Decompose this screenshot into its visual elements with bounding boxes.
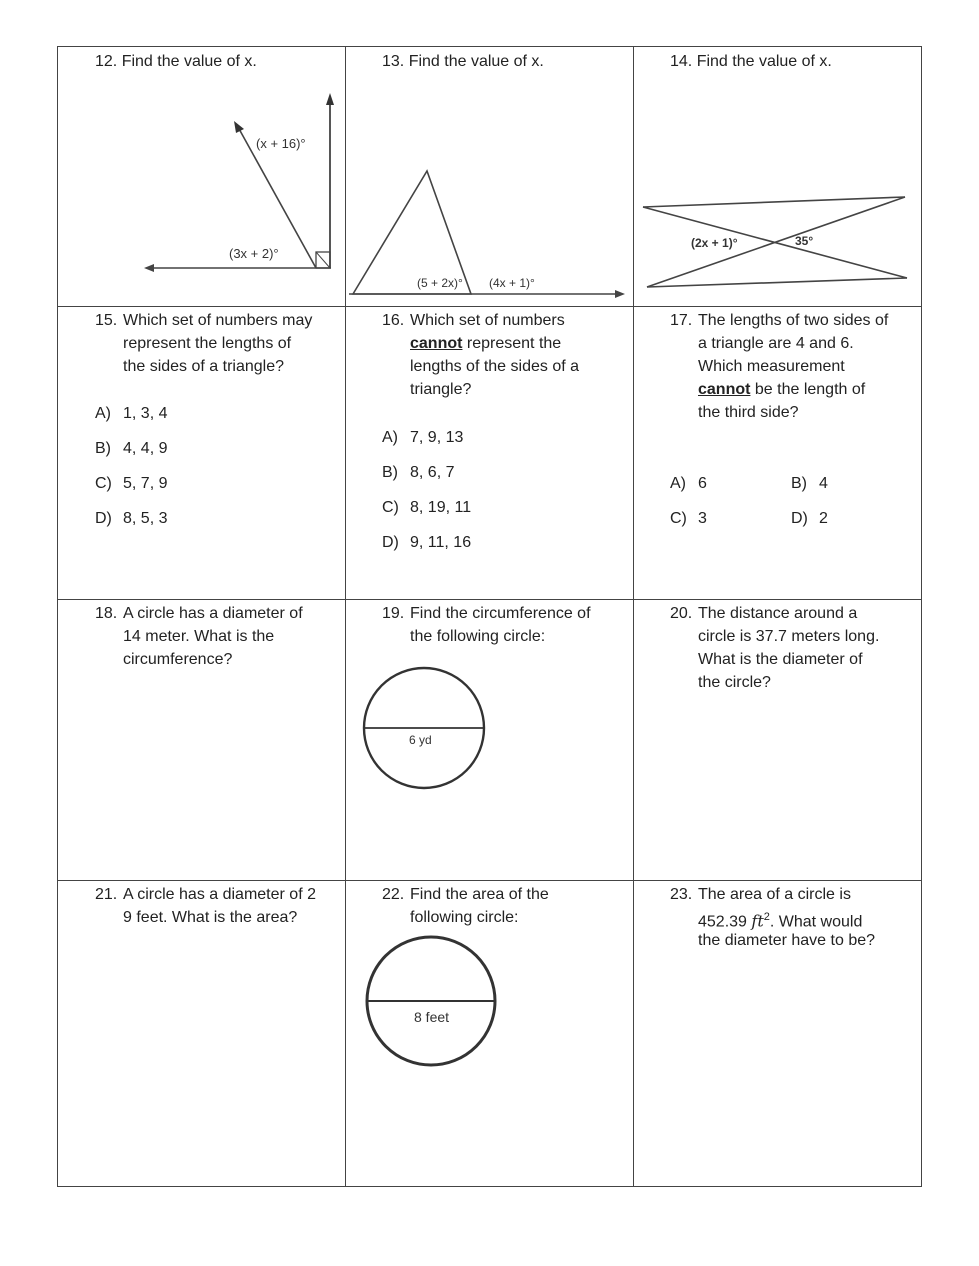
- option-a-value: 6: [698, 475, 707, 492]
- problem-22-line-2: following circle:: [410, 909, 519, 926]
- problem-20-line-1: The distance around a: [698, 605, 858, 622]
- problem-16-line-1: Which set of numbers: [410, 312, 565, 329]
- problem-17-line-4: [698, 378, 865, 401]
- problem-18: [58, 599, 345, 880]
- option-a-letter: A): [95, 405, 111, 422]
- problem-17-number: 17.: [670, 312, 693, 329]
- angle-label-left: (5 + 2x)°: [417, 276, 463, 290]
- problem-16-line-2: [410, 332, 561, 355]
- angle-label-top: (x + 16)°: [256, 136, 306, 151]
- problem-19-line-1: Find the circumference of: [410, 605, 591, 622]
- problem-16: [345, 306, 633, 599]
- angle-label-bottom: (3x + 2)°: [229, 246, 279, 261]
- problem-19-number: 19.: [382, 605, 405, 622]
- option-b-value: 4: [819, 475, 828, 492]
- area-value: 452.39: [698, 913, 752, 931]
- problem-18-line-3: circumference?: [123, 651, 233, 668]
- option-a-value: 7, 9, 13: [410, 429, 464, 446]
- option-d-letter: D): [791, 510, 808, 527]
- angle-label-left: (2x + 1)°: [691, 236, 738, 250]
- problem-13: [345, 47, 633, 306]
- problem-17-line-5: the third side?: [698, 404, 799, 421]
- diameter-label: 8 feet: [414, 1009, 450, 1025]
- option-c-value: 8, 19, 11: [410, 499, 472, 516]
- problem-19-line-2: the following circle:: [410, 628, 546, 645]
- area-unit: ft: [751, 911, 764, 931]
- option-d-value: 2: [819, 510, 828, 527]
- problem-17: [633, 306, 921, 599]
- problem-14-text: 14. Find the value of x.: [670, 53, 832, 70]
- problem-23: [633, 880, 921, 1186]
- circle-diagram: [345, 880, 633, 1186]
- problem-23-line-1: The area of a circle is: [698, 886, 851, 903]
- option-d-letter: D): [95, 510, 112, 527]
- problem-21: [58, 880, 345, 1186]
- option-b-value: 8, 6, 7: [410, 464, 455, 481]
- problem-18-number: 18.: [95, 605, 118, 622]
- option-c-value: 5, 7, 9: [123, 475, 168, 492]
- problem-21-line-2: 9 feet. What is the area?: [123, 909, 298, 926]
- problem-13-text: 13. Find the value of x.: [382, 53, 544, 70]
- problem-14: [633, 47, 921, 306]
- problem-16-number: 16.: [382, 312, 405, 329]
- problem-12-text: 12. Find the value of x.: [95, 53, 257, 70]
- area-unit-exponent: 2: [763, 911, 770, 923]
- problem-20: [633, 599, 921, 880]
- problem-15-line-2: represent the lengths of: [123, 335, 292, 352]
- option-c-value: 3: [698, 510, 707, 527]
- cannot-emphasis: cannot: [698, 381, 751, 398]
- problem-16-line-2-rest: represent the: [462, 335, 562, 352]
- problem-20-number: 20.: [670, 605, 693, 622]
- problem-23-number: 23.: [670, 886, 693, 903]
- option-b-letter: B): [382, 464, 398, 481]
- problem-15-number: 15.: [95, 312, 118, 329]
- problem-21-number: 21.: [95, 886, 118, 903]
- problem-15-line-1: Which set of numbers may: [123, 312, 313, 329]
- option-d-value: 9, 11, 16: [410, 534, 472, 551]
- problem-grid: [57, 46, 922, 1187]
- diameter-label: 6 yd: [409, 733, 432, 747]
- problem-20-line-2: circle is 37.7 meters long.: [698, 628, 880, 645]
- angle-label-right: (4x + 1)°: [489, 276, 535, 290]
- problem-23-line-3: the diameter have to be?: [698, 932, 876, 949]
- problem-16-line-4: triangle?: [410, 381, 472, 398]
- triangle-diagram: [345, 47, 633, 306]
- angle-diagram: [58, 47, 345, 306]
- crossing-lines-diagram: [633, 47, 921, 306]
- option-d-value: 8, 5, 3: [123, 510, 168, 527]
- problem-18-line-2: 14 meter. What is the: [123, 628, 275, 645]
- problem-17-line-4-rest: be the length of: [750, 381, 866, 398]
- problem-17-line-1: The lengths of two sides of: [698, 312, 889, 329]
- option-d-letter: D): [382, 534, 399, 551]
- problem-19: [345, 599, 633, 880]
- problem-17-line-2: a triangle are 4 and 6.: [698, 335, 854, 352]
- option-a-letter: A): [382, 429, 398, 446]
- problem-15-line-3: the sides of a triangle?: [123, 358, 284, 375]
- circle-diagram: [345, 599, 633, 880]
- cannot-emphasis: cannot: [410, 335, 463, 352]
- problem-15: [58, 306, 345, 599]
- option-c-letter: C): [95, 475, 112, 492]
- problem-20-line-3: What is the diameter of: [698, 651, 863, 668]
- problem-16-line-3: lengths of the sides of a: [410, 358, 579, 375]
- option-a-value: 1, 3, 4: [123, 405, 168, 422]
- angle-label-right: 35°: [795, 234, 814, 248]
- problem-22-line-1: Find the area of the: [410, 886, 549, 903]
- problem-17-line-3: Which measurement: [698, 358, 845, 375]
- option-b-value: 4, 4, 9: [123, 440, 168, 457]
- problem-12: [58, 47, 345, 306]
- option-b-letter: B): [95, 440, 111, 457]
- problem-20-line-4: the circle?: [698, 674, 771, 691]
- option-b-letter: B): [791, 475, 807, 492]
- option-a-letter: A): [670, 475, 686, 492]
- option-c-letter: C): [382, 499, 399, 516]
- option-c-letter: C): [670, 510, 687, 527]
- problem-21-line-1: A circle has a diameter of 2: [123, 886, 316, 903]
- problem-18-line-1: A circle has a diameter of: [123, 605, 303, 622]
- problem-22: [345, 880, 633, 1186]
- problem-22-number: 22.: [382, 886, 405, 903]
- problem-23-line-2-rest: . What would: [769, 913, 863, 931]
